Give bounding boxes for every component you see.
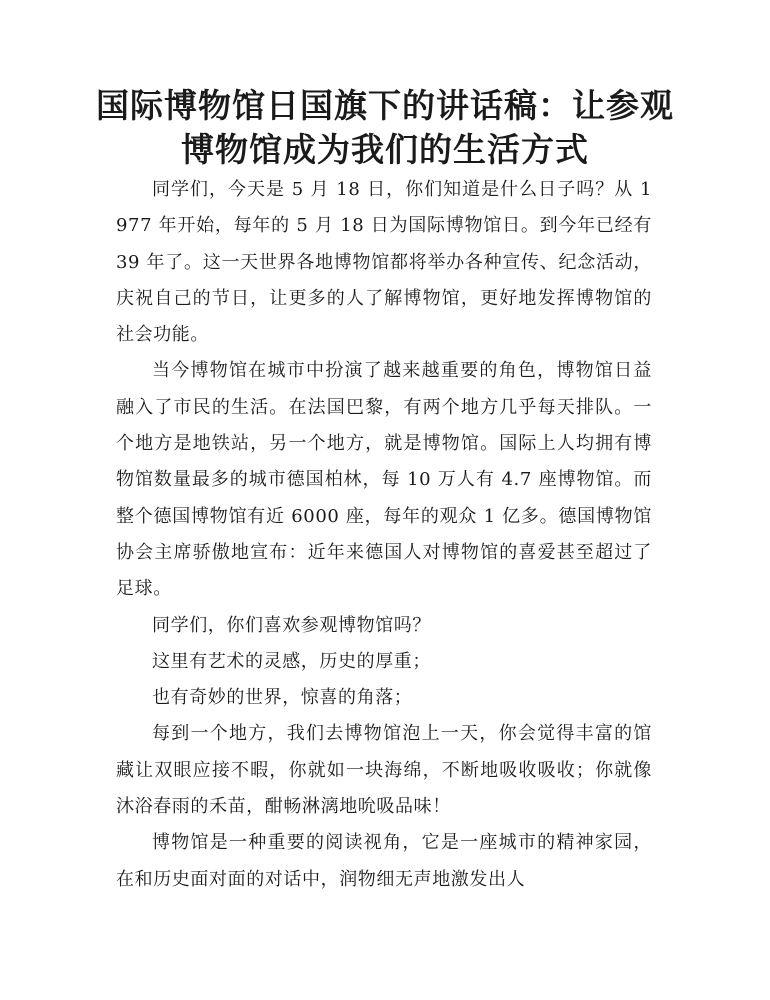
paragraph-2: 当今博物馆在城市中扮演了越来越重要的角色，博物馆日益融入了市民的生活。在法国巴黎，有两个地方几乎每天排队。一个地方是地铁站，另一个地方，就是博物馆。国际上人均拥有博物馆数量最多的城市德国柏林，每 10 万人有 4.7 座博物馆。而整个德国博物馆有近 6000 座，每年的观众 1 亿多。德国博物馆协会主席骄傲地宣布：近年来德国人对博物馆的喜爱甚至超过了足球。 (116, 360, 652, 600)
paragraph-4: 这里有艺术的灵感，历史的厚重； (152, 650, 431, 672)
paragraph-6: 每到一个地方，我们去博物馆泡上一天，你会觉得丰富的馆藏让双眼应接不暇，你就如一块海绵，不断地吸收吸收；你就像沐浴春雨的禾苗，酣畅淋漓地吮吸品味！ (116, 723, 652, 818)
document-body (116, 172, 652, 898)
title-line-2: 博物馆成为我们的生活方式 (181, 130, 589, 169)
document-title (60, 84, 710, 172)
paragraph-5: 也有奇妙的世界，惊喜的角落； (152, 687, 413, 709)
title-line-1: 国际博物馆日国旗下的讲话稿：让参观 (96, 86, 674, 125)
paragraph-1: 同学们，今天是 5 月 18 日，你们知道是什么日子吗？从 1977 年开始，每年的 5 月 18 日为国际博物馆日。到今年已经有 39 年了。这一天世界各地博物馆都将举办各种宣传、纪念活动，庆祝自己的节日，让更多的人了解博物馆，更好地发挥博物馆的社会功能。 (116, 179, 652, 346)
paragraph-7: 博物馆是一种重要的阅读视角，它是一座城市的精神家园，在和历史面对面的对话中，润物细无声地激发出人 (116, 832, 652, 890)
paragraph-3: 同学们，你们喜欢参观博物馆吗？ (152, 614, 431, 636)
